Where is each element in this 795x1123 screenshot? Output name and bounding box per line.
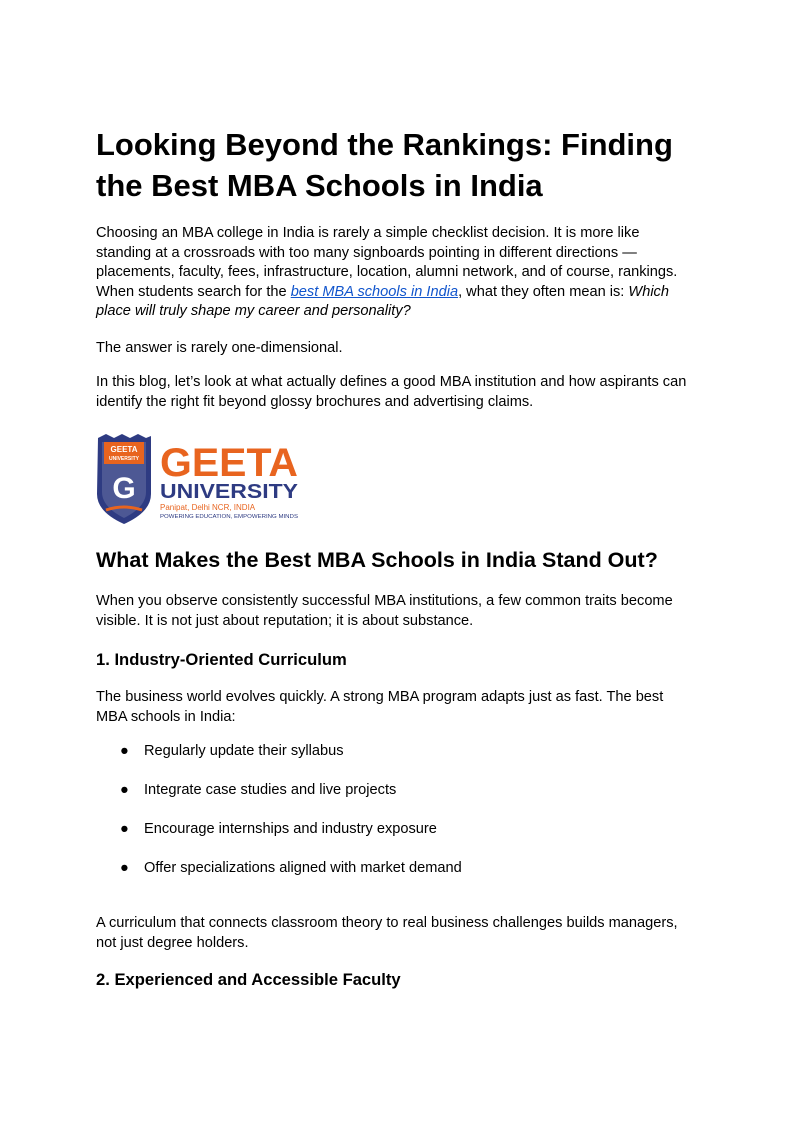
list-item-text: Regularly update their syllabus xyxy=(144,743,344,759)
best-mba-schools-link[interactable]: best MBA schools in India xyxy=(290,283,459,300)
logo-name-line1: GEETA xyxy=(160,441,298,485)
list-item xyxy=(96,820,696,859)
bullet-icon: ● xyxy=(120,743,129,759)
page-title: Looking Beyond the Rankings: Finding the Best MBA Schools in India xyxy=(96,127,673,203)
section-intro-paragraph: When you observe consistently successful MBA institutions, a few common traits become visible. It is not just about reputation; it is about substance. xyxy=(96,593,673,629)
list-item xyxy=(96,859,696,898)
intro-paragraph xyxy=(96,224,696,322)
list-item-text: Offer specializations aligned with market demand xyxy=(144,860,462,876)
geeta-university-logo xyxy=(96,432,301,527)
logo-shield-text-2: UNIVERSITY xyxy=(108,456,140,462)
bullet-icon: ● xyxy=(120,782,129,798)
intro-text: Choosing an MBA college in India is rarely a simple checklist decision. It is more like standing at a crossroads with too many signboards pointing in different directions — placements, faculty, fees, infrastructure, location, alumni network, and of course, rankings. When students search for the xyxy=(96,225,678,300)
intro-text-after-link: , what they often mean is: xyxy=(458,283,629,300)
bullet-icon: ● xyxy=(120,860,129,876)
answer-paragraph: The answer is rarely one-dimensional. xyxy=(96,340,343,356)
section-heading: What Makes the Best MBA Schools in India Stand Out? xyxy=(96,548,658,572)
logo-shield-text-1: GEETA xyxy=(110,445,138,454)
list-item-text: Integrate case studies and live projects xyxy=(144,782,397,798)
subheading-curriculum: 1. Industry-Oriented Curriculum xyxy=(96,650,347,669)
logo-location: Panipat, Delhi NCR, INDIA xyxy=(160,503,256,512)
list-item-text: Encourage internships and industry exposure xyxy=(144,821,437,837)
list-item xyxy=(96,742,696,781)
logo-tagline: POWERING EDUCATION, EMPOWERING MINDS xyxy=(160,514,299,520)
subheading-faculty: 2. Experienced and Accessible Faculty xyxy=(96,970,401,989)
logo-graphic xyxy=(96,432,301,527)
logo-name-line2: UNIVERSITY xyxy=(160,481,299,503)
intro-italic-question: Which place will truly shape my career and personality? xyxy=(96,283,669,319)
bullet-icon: ● xyxy=(120,821,129,837)
list-item xyxy=(96,781,696,820)
blog-intro-paragraph: In this blog, let’s look at what actually defines a good MBA institution and how aspirants can identify the right fit beyond glossy brochures and advertising claims. xyxy=(96,374,687,410)
logo-shield-letter: G xyxy=(112,472,136,505)
curriculum-closing-paragraph: A curriculum that connects classroom theory to real business challenges builds managers, not just degree holders. xyxy=(96,915,678,951)
curriculum-bullet-list xyxy=(96,742,696,898)
curriculum-intro-paragraph: The business world evolves quickly. A strong MBA program adapts just as fast. The best MBA schools in India: xyxy=(96,689,664,725)
